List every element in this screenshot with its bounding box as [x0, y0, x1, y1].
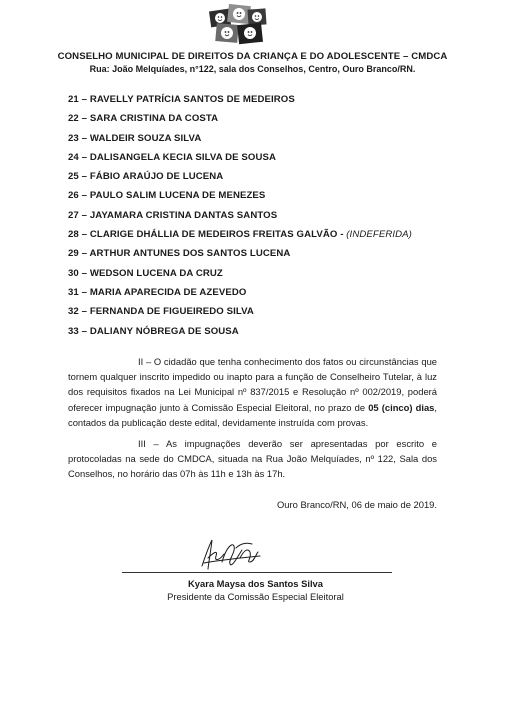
dateline: Ouro Branco/RN, 06 de maio de 2019.: [277, 499, 437, 510]
candidate-name: 33 – DALIANY NÓBREGA DE SOUSA: [68, 325, 239, 337]
candidate-item: [68, 322, 412, 341]
signer-role: Presidente da Comissão Especial Eleitoral: [167, 591, 344, 602]
candidate-item: [68, 225, 412, 244]
section-ii-text-end: , contados da publicação deste edital, devidamente instruída com provas.: [68, 401, 437, 428]
deadline-text: 05 (cinco) dias: [368, 401, 435, 413]
candidate-item: [68, 129, 412, 148]
candidate-item: [68, 186, 412, 205]
candidate-name: 31 – MARIA APARECIDA DE AZEVEDO: [68, 286, 247, 298]
section-ii-text: II – O cidadão que tenha conhecimento dos fatos ou circunstâncias que tornem qualquer inscrito impedido ou inapto para a função de Conselheiro Tutelar, à luz dos requisitos fixados na Lei Municipal nº 837/2015 e Resolução nº 002/2019, poderá oferecer impugnação junto à Comissão Especial Eleitoral, no prazo de: [68, 356, 437, 413]
handwritten-signature: [196, 536, 266, 574]
council-address: Rua: João Melquíades, n°122, sala dos Conselhos, Centro, Ouro Branco/RN.: [89, 64, 416, 74]
candidate-name: 22 – SARA CRISTINA DA COSTA: [68, 113, 219, 125]
candidate-name: 32 – FERNANDA DE FIGUEIREDO SILVA: [68, 306, 254, 318]
candidate-item: [68, 90, 412, 109]
candidate-item: [68, 167, 412, 186]
candidate-item: [68, 264, 412, 283]
candidate-name: 26 – PAULO SALIM LUCENA DE MENEZES: [68, 190, 266, 202]
candidate-item: [68, 244, 412, 263]
candidate-item: [68, 283, 412, 302]
candidate-name: 25 – FÁBIO ARAÚJO DE LUCENA: [68, 171, 224, 183]
candidate-name: 27 – JAYAMARA CRISTINA DANTAS SANTOS: [68, 209, 278, 221]
candidate-name: 23 – WALDEIR SOUZA SILVA: [68, 132, 202, 144]
candidate-item: [68, 109, 412, 128]
candidate-status-note: (INDEFERIDA): [346, 229, 412, 241]
candidate-item: [68, 206, 412, 225]
candidate-name: 21 – RAVELLY PATRÍCIA SANTOS DE MEDEIROS: [68, 94, 295, 105]
section-iii-text: III – As impugnações deverão ser apresentadas por escrito e protocoladas na sede do CMDCA, situada na Rua João Melquíades, nº 122, Sala dos Conselhos, no horário das 07h às 11h e 13h às 17h.: [68, 438, 437, 480]
candidate-name: 28 – CLARIGE DHÁLLIA DE MEDEIROS FREITAS GALVÃO -: [68, 229, 347, 241]
candidate-item: [68, 302, 412, 321]
council-title: CONSELHO MUNICIPAL DE DIREITOS DA CRIANÇA E DO ADOLESCENTE – CMDCA: [57, 51, 448, 62]
candidate-name: 24 – DALISANGELA KECIA SILVA DE SOUSA: [68, 151, 277, 163]
candidate-name: 30 – WEDSON LUCENA DA CRUZ: [68, 267, 223, 279]
section-iii-paragraph: [68, 436, 437, 482]
candidate-list: [68, 90, 412, 341]
signature-line: [122, 572, 392, 573]
children-faces-logo: [208, 4, 268, 46]
section-ii-paragraph: [68, 354, 437, 430]
candidate-name: 29 – ARTHUR ANTUNES DOS SANTOS LUCENA: [68, 248, 291, 260]
signer-name: Kyara Maysa dos Santos Silva: [188, 578, 323, 589]
candidate-item: [68, 148, 412, 167]
